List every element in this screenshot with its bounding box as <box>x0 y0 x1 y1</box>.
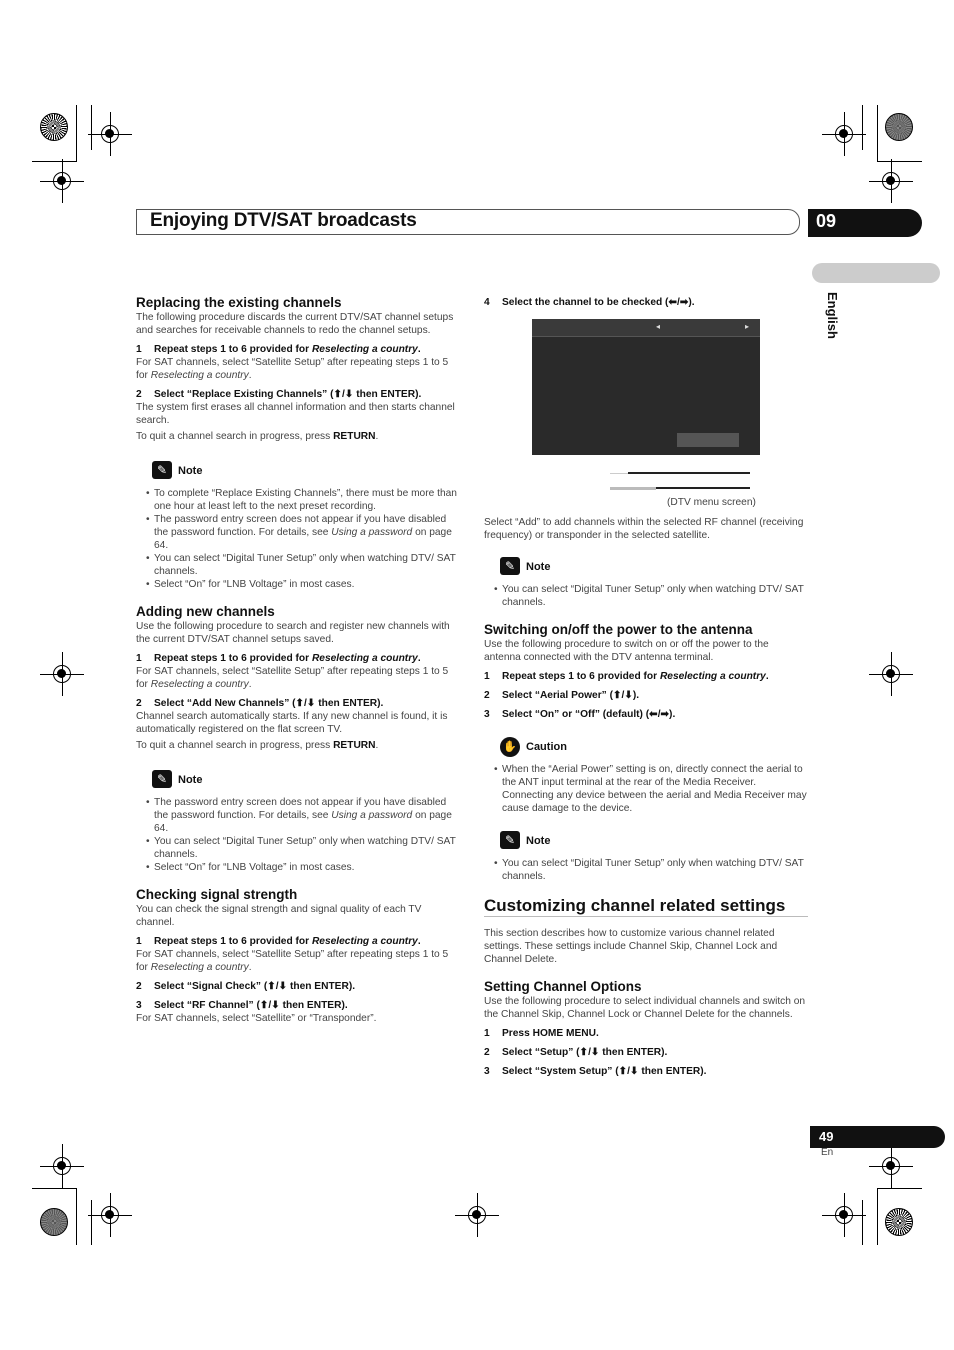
caution-header: ✋ Caution <box>500 737 808 759</box>
step: 2 Select “Add New Channels” (⬆/⬇ then ENTER). <box>136 698 384 709</box>
paragraph: To quit a channel search in progress, press RETURN. <box>136 740 379 751</box>
step: 1 Repeat steps 1 to 6 provided for Reselecting a country. <box>484 671 769 682</box>
crosshair-icon <box>101 1206 119 1224</box>
registration-star-icon <box>40 1208 68 1236</box>
step: 3 Select “System Setup” (⬆/⬇ then ENTER). <box>484 1066 707 1077</box>
paragraph: To quit a channel search in progress, press RETURN. <box>136 431 379 442</box>
dtv-menu-screen <box>532 319 760 455</box>
paragraph: Channel search automatically starts. If any new channel is found, it is automatically registered on the flat screen TV. <box>136 711 448 735</box>
registration-star-icon <box>885 113 913 141</box>
step: 2 Select “Aerial Power” (⬆/⬇). <box>484 690 640 701</box>
pencil-note-icon: ✎ <box>152 461 172 479</box>
paragraph: You can check the signal strength and signal quality of each TV channel. <box>136 904 422 928</box>
step: 2 Select “Replace Existing Channels” (⬆/⬇ then ENTER). <box>136 389 422 400</box>
note-item: • You can select “Digital Tuner Setup” only when watching DTV/ SAT channels. <box>484 857 808 883</box>
paragraph: Use the following procedure to search and register new channels with the current DTV/SAT channel setups saved. <box>136 621 450 645</box>
paragraph: For SAT channels, select “Satellite Setup” after repeating steps 1 to 5 for Reselecting a country. <box>136 357 449 381</box>
paragraph: Use the following procedure to switch on or off the power to the antenna connected with the DTV antenna terminal. <box>484 639 769 663</box>
crosshair-icon <box>835 1206 853 1224</box>
language-code: En <box>821 1147 834 1158</box>
note-item: • You can select “Digital Tuner Setup” only when watching DTV/ SAT channels. <box>136 552 460 578</box>
arrow-right-icon: ▸ <box>745 322 750 331</box>
section-heading: Checking signal strength <box>136 887 298 902</box>
add-button[interactable] <box>677 433 739 447</box>
note-header: ✎ Note <box>500 831 808 853</box>
note-item: • The password entry screen does not appear if you have disabled the password function. For details, see Using a password on page 64. <box>136 796 460 835</box>
hand-caution-icon: ✋ <box>500 737 520 757</box>
step: 4 Select the channel to be checked (⬅/➡). <box>484 297 695 308</box>
paragraph: The system first erases all channel information and then starts channel search. <box>136 402 455 426</box>
section-heading: Setting Channel Options <box>484 979 642 994</box>
step: 1 Repeat steps 1 to 6 provided for Reselecting a country. <box>136 653 421 664</box>
signal-strength-bar <box>628 472 750 474</box>
right-column-lower <box>484 516 808 1078</box>
left-column <box>136 296 460 1025</box>
paragraph: For SAT channels, select “Satellite” or “Transponder”. <box>136 1013 377 1024</box>
note-item: • You can select “Digital Tuner Setup” only when watching DTV/ SAT channels. <box>136 835 460 861</box>
section-heading: Replacing the existing channels <box>136 295 342 310</box>
crosshair-icon <box>882 665 900 683</box>
crosshair-icon <box>835 125 853 143</box>
step: 2 Select “Signal Check” (⬆/⬇ then ENTER). <box>136 981 356 992</box>
note-item: • The password entry screen does not appear if you have disabled the password function. For details, see Using a password on page 64. <box>136 513 460 552</box>
step: 1 Press HOME MENU. <box>484 1028 599 1039</box>
note-item: • To complete “Replace Existing Channels”, there must be more than one hour at least left to the next preset recording. <box>136 487 460 513</box>
paragraph: For SAT channels, select “Satellite Setup” after repeating steps 1 to 5 for Reselecting a country. <box>136 666 449 690</box>
signal-quality-fill <box>610 487 656 490</box>
step: 2 Select “Setup” (⬆/⬇ then ENTER). <box>484 1047 668 1058</box>
note-item: • You can select “Digital Tuner Setup” only when watching DTV/ SAT channels. <box>484 583 808 609</box>
page-title: Enjoying DTV/SAT broadcasts <box>150 210 417 231</box>
screen-caption: (DTV menu screen) <box>667 497 756 508</box>
screen-header <box>532 319 760 337</box>
signal-bar-track <box>610 473 628 474</box>
section-heading: Switching on/off the power to the antenna <box>484 622 753 637</box>
right-column <box>484 296 808 309</box>
note-item: • Select “On” for “LNB Voltage” in most cases. <box>136 861 460 874</box>
paragraph: For SAT channels, select “Satellite Setup” after repeating steps 1 to 5 for Reselecting a country. <box>136 949 449 973</box>
note-header: ✎ Note <box>152 461 460 483</box>
note-header: ✎ Note <box>500 557 808 579</box>
pencil-note-icon: ✎ <box>500 557 520 575</box>
crosshair-icon <box>468 1206 486 1224</box>
language-label: English <box>825 292 840 339</box>
chapter-badge: 09 <box>808 209 922 237</box>
crosshair-icon <box>882 1157 900 1175</box>
crosshair-icon <box>53 1157 71 1175</box>
registration-star-icon <box>885 1208 913 1236</box>
step: 1 Repeat steps 1 to 6 provided for Reselecting a country. <box>136 936 421 947</box>
paragraph: Use the following procedure to select individual channels and switch on the Channel Skip, Channel Lock or Channel Delete for the channels. <box>484 996 806 1020</box>
page-number: 49 <box>810 1126 945 1148</box>
signal-quality-bar <box>656 487 750 489</box>
paragraph: The following procedure discards the current DTV/SAT channel setups and searches for receivable channels to redo the channel setups. <box>136 312 454 336</box>
step: 1 Repeat steps 1 to 6 provided for Reselecting a country. <box>136 344 421 355</box>
note-item: • Select “On” for “LNB Voltage” in most cases. <box>136 578 460 591</box>
registration-star-icon <box>40 113 68 141</box>
section-heading: Adding new channels <box>136 604 275 619</box>
chapter-section-heading: Customizing channel related settings <box>484 899 808 917</box>
arrow-left-icon: ◂ <box>656 322 661 331</box>
step: 3 Select “On” or “Off” (default) (⬅/➡). <box>484 709 676 720</box>
paragraph: Select “Add” to add channels within the selected RF channel (receiving frequency) or transponder in the selected satellite. <box>484 517 804 541</box>
crosshair-icon <box>53 665 71 683</box>
language-tab <box>812 263 940 283</box>
step: 3 Select “RF Channel” (⬆/⬇ then ENTER). <box>136 1000 348 1011</box>
crosshair-icon <box>882 172 900 190</box>
caution-item: • When the “Aerial Power” setting is on, directly connect the aerial to the ANT input terminal at the rear of the Media Receiver. Connecting any device between the aerial and Media Receiver may cause damage to the device. <box>484 763 808 815</box>
note-header: ✎ Note <box>152 770 460 792</box>
crosshair-icon <box>53 172 71 190</box>
pencil-note-icon: ✎ <box>500 831 520 849</box>
crosshair-icon <box>101 125 119 143</box>
pencil-note-icon: ✎ <box>152 770 172 788</box>
paragraph: This section describes how to customize various channel related settings. These settings include Channel Skip, Channel Lock and Channel Delete. <box>484 928 778 965</box>
